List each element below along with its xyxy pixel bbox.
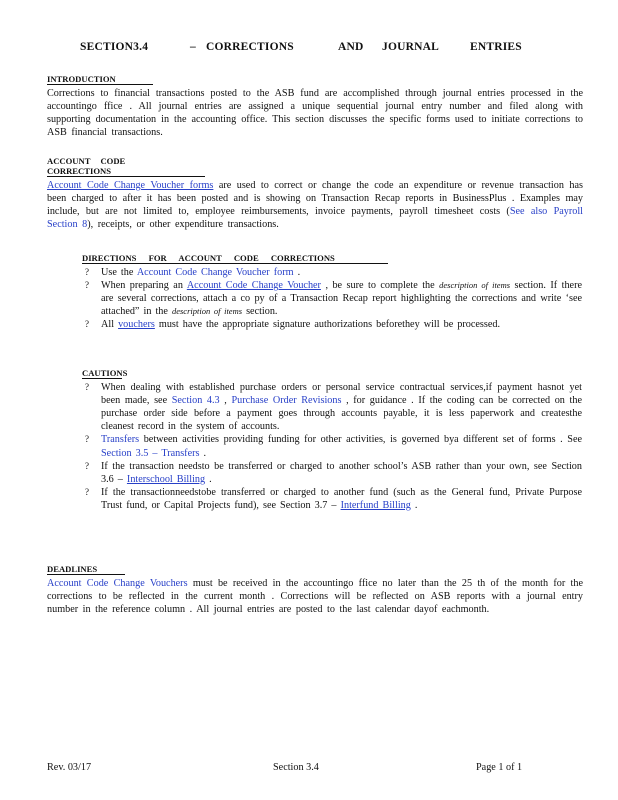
list-item [82,381,582,433]
item-text: . [293,267,301,279]
bullet-icon: ? [85,280,89,291]
item-emphasis: description of items [439,280,511,291]
list-item [82,460,582,486]
payroll-section-link[interactable]: See also Payroll Section 8 [47,206,583,231]
account-code-change-voucher-forms-link[interactable]: Account Code Change Voucher forms [47,180,214,192]
footer-section: Section 3.4 [273,762,319,773]
account-code-section [47,156,583,231]
bullet-icon: ? [85,460,89,471]
list-item [82,266,582,279]
item-text: , for guidance . If the coding can be corrected on the purchase order side before a payment goes through accounts payable, it is less paperwork and createsthe cleanest record in the system of accounts. [101,395,582,433]
account-code-text-b: ), receipts, or other expenditure transactions. [87,219,279,231]
bullet-icon: ? [85,267,89,278]
section-3-5-transfers-link[interactable]: Section 3.5 – Transfers [101,447,200,459]
cautions-heading: CAUTIONS [82,368,128,378]
item-text: If the transactionneedstobe transferred or charged to another fund (such as the General fund, Private Purpose Trust fund, or Capital Projects fund), see Section 3.7 – [101,486,582,511]
introduction-text: Corrections to financial transactions posted to the ASB fund are accomplished through journal entries processed in the accountingo ffice . All journal entries are assigned a unique sequential journal entry number and filed along with supporting documentation in the accounting office. This section discusses the specific forms used to initiate corrections to ASB financial transactions. [47,88,583,139]
list-item [82,486,582,512]
item-text: . [410,499,418,511]
account-code-text [47,179,583,231]
account-code-change-voucher-form-link[interactable]: Account Code Change Voucher form [136,267,294,279]
section-4-3-link[interactable]: Section 4.3 [171,395,220,407]
title-section: SECTION3.4 [80,41,149,53]
deadlines-section [47,563,583,616]
list-item [82,279,582,318]
introduction-section [47,73,583,139]
item-text: section. If there are several corrections, attach a co py of a Transaction Recap report highlighting the corrections and write ‘see attached” in the [101,280,582,318]
account-code-heading: ACCOUNT CODE CORRECTIONS [47,156,205,177]
footer-page-number: Page 1 of 1 [476,762,523,773]
directions-list [82,266,582,331]
deadlines-body: must be received in the accountingo ffice no later than the 25 th of the month for the corrections to be reflected in the current month . Corrections will be reflected on ASB reports with a journal entry number in the reference column . All journal entries are posted to the last calendar dayof eachmonth. [47,578,583,616]
interfund-billing-link[interactable]: Interfund Billing [340,499,411,511]
footer-revision: Rev. 03/17 [47,762,92,773]
item-text: , [219,395,232,407]
item-text: must have the appropriate signature authorizations beforethey will be processed. [154,319,500,331]
directions-section [82,252,582,332]
vouchers-link[interactable]: vouchers [118,319,155,331]
item-text: between activities providing funding for other activities, is governed bya different set of forms . See [139,434,582,446]
title-word: JOURNAL [382,41,439,53]
item-text: . [199,447,207,459]
list-item [82,318,582,331]
item-text: When dealing with established purchase orders or personal service contractual services,if payment hasnot yet been made, see [101,382,582,407]
account-code-text-a: are used to correct or change the code an expenditure or revenue transaction has been charged to after it has been posted and is showing on Transaction Recap reports in BusinessPlus . Examples may include, but are not limited to, employee reimbursements, invoice payments, payroll timesheet costs ( [47,180,583,218]
item-text: Use the [101,267,137,279]
transfers-link[interactable]: Transfers [101,434,140,446]
item-text: When preparing an [101,280,187,292]
list-item [82,433,582,459]
deadlines-text [47,577,583,616]
bullet-icon: ? [85,382,89,393]
title-word: AND [338,41,364,53]
title-dash: – [190,41,196,53]
directions-heading: DIRECTIONS FOR ACCOUNT CODE CORRECTIONS [82,253,388,264]
page-title [0,41,618,57]
item-text: . [205,473,212,485]
title-word: ENTRIES [470,41,522,53]
deadlines-heading: DEADLINES [47,564,125,575]
bullet-icon: ? [85,486,89,497]
account-code-change-voucher-link[interactable]: Account Code Change Voucher [186,280,321,292]
introduction-heading: INTRODUCTION [47,74,153,85]
cautions-list [82,381,582,512]
title-word: CORRECTIONS [206,41,294,53]
item-text: All [101,319,119,331]
purchase-order-revisions-link[interactable]: Purchase Order Revisions [231,395,342,407]
cautions-section [82,367,582,512]
item-text: section. [242,306,278,318]
account-code-change-vouchers-link[interactable]: Account Code Change Vouchers [47,578,188,590]
item-emphasis: description of items [171,306,243,317]
item-text: If the transaction needsto be transferred or charged to another school’s ASB rather than your own, see Section 3.6 – [101,460,582,485]
bullet-icon: ? [85,434,89,445]
item-text: , be sure to complete the [320,280,440,292]
interschool-billing-link[interactable]: Interschool Billing [126,473,206,485]
bullet-icon: ? [85,319,89,330]
